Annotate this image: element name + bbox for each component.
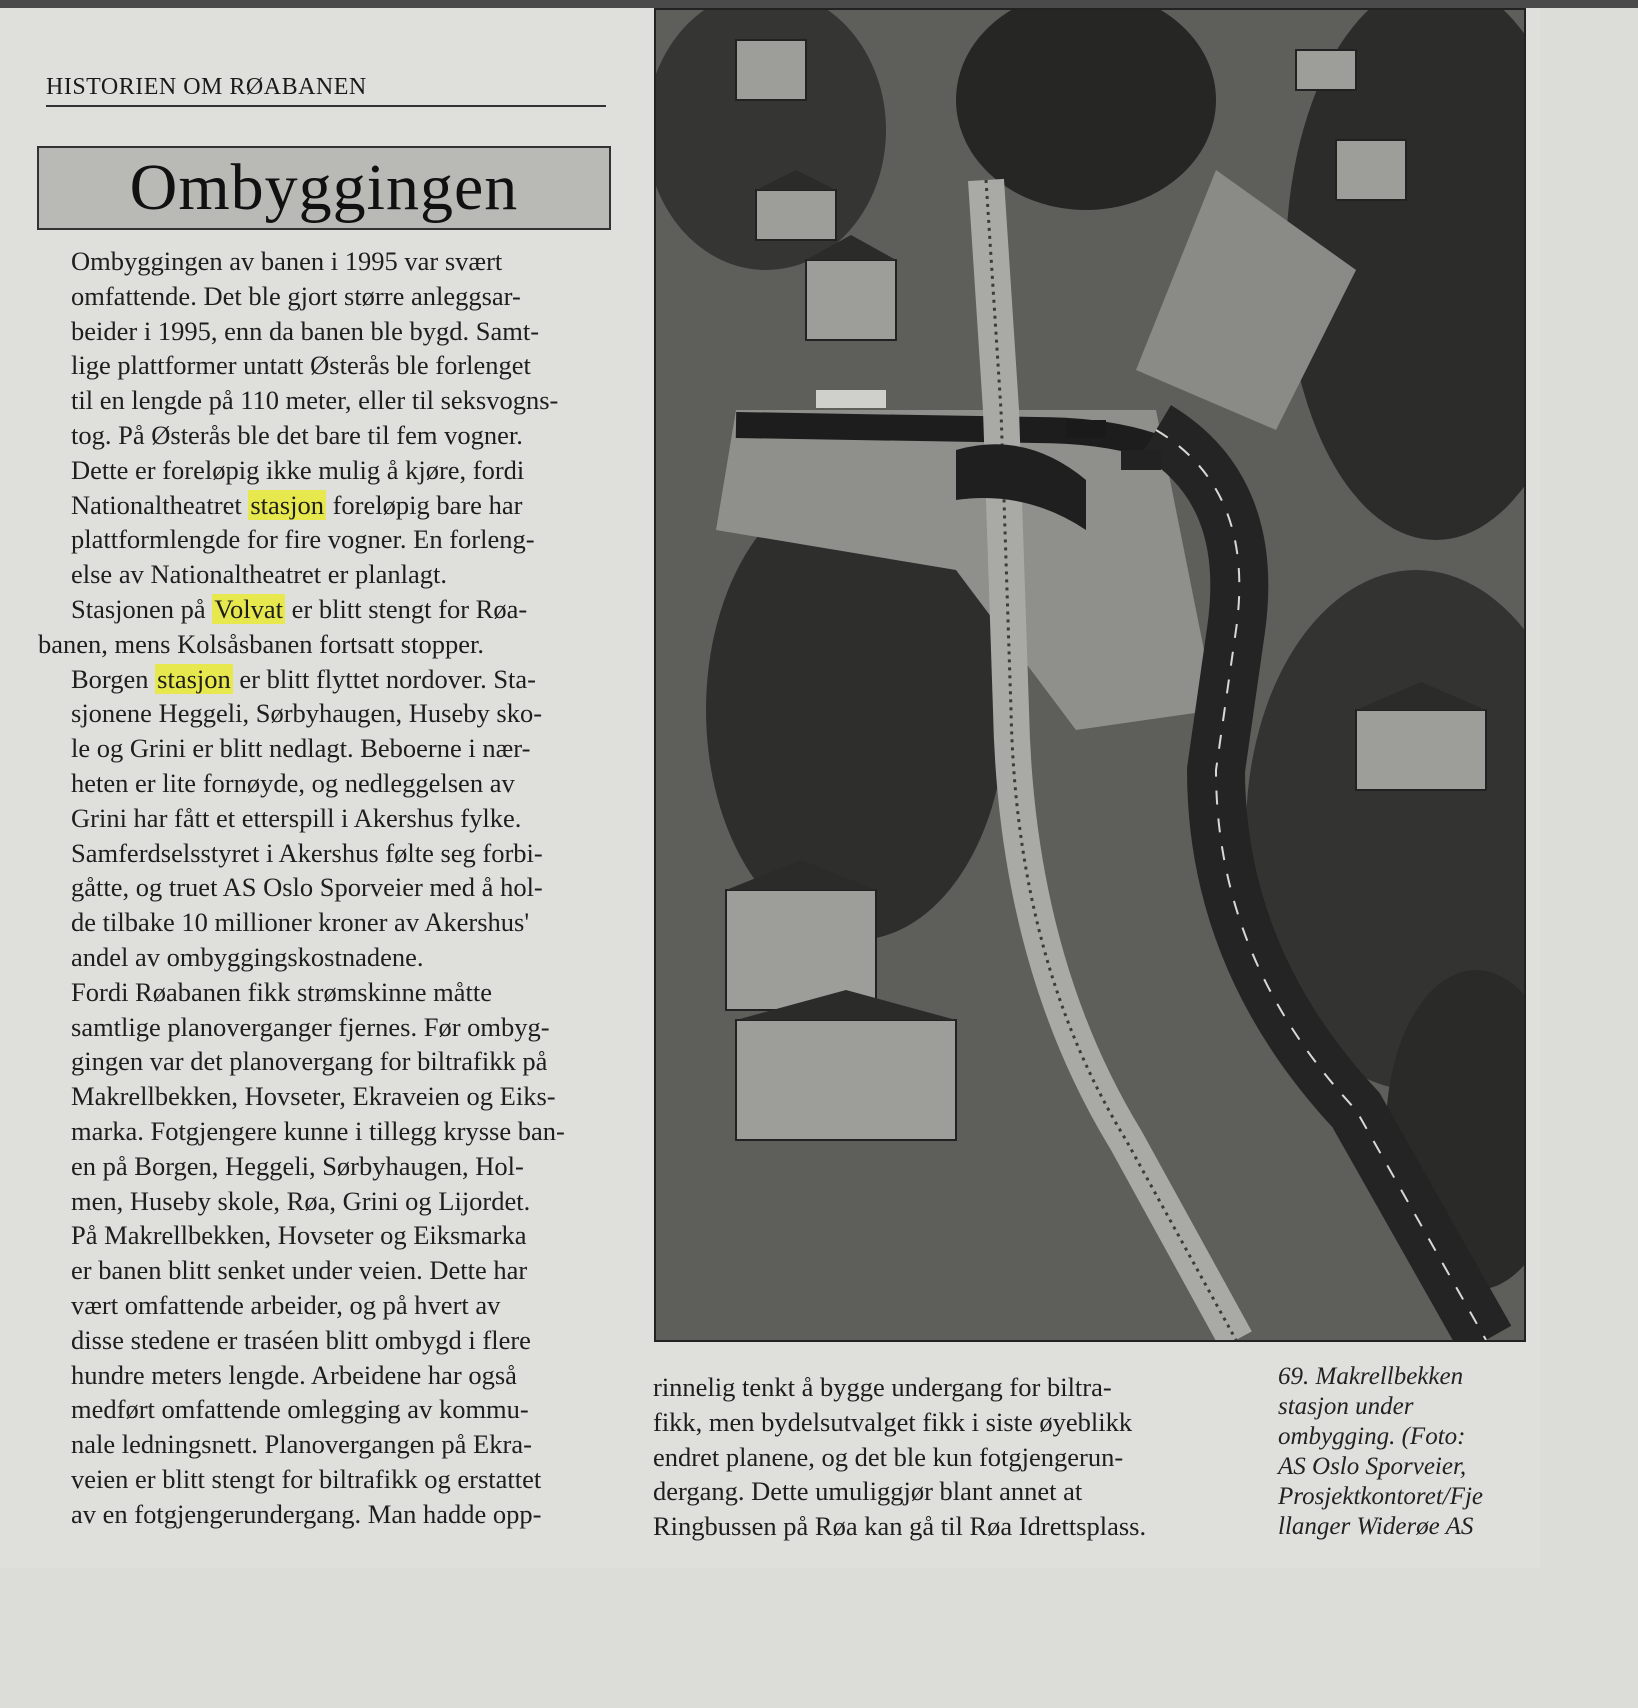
section-kicker: HISTORIEN OM RØABANEN: [46, 74, 606, 107]
paragraph-4: [38, 1218, 612, 1531]
text-line: tog. På Østerås ble det bare til fem vogner.: [71, 419, 523, 450]
paragraph-continued: [653, 1370, 1253, 1544]
text-line: er banen blitt senket under veien. Dette har: [71, 1255, 528, 1286]
text-line: På Makrellbekken, Hovseter og Eiksmarka: [71, 1220, 527, 1251]
text-line: en på Borgen, Heggeli, Sørbyhaugen, Hol-: [71, 1150, 524, 1181]
aerial-photo: [654, 8, 1526, 1342]
text-line: veien er blitt stengt for biltrafikk og erstattet: [71, 1463, 542, 1494]
text-line: medført omfattende omlegging av kommu-: [71, 1394, 529, 1425]
text-line: plattformlengde for fire vogner. En forleng-: [71, 524, 535, 555]
text-line: til en lengde på 110 meter, eller til seksvogns-: [71, 385, 559, 416]
text-line: gåtte, og truet AS Oslo Sporveier med å hol-: [71, 872, 543, 903]
text-line: vært omfattende arbeider, og på hvert av: [71, 1289, 501, 1320]
text-line: endret planene, og det ble kun fotgjengerun-: [653, 1441, 1124, 1472]
text-line: Ringbussen på Røa kan gå til Røa Idrettsplass.: [653, 1511, 1147, 1542]
highlighted-word: Volvat: [214, 593, 284, 624]
text-line: le og Grini er blitt nedlagt. Beboerne i nær-: [71, 733, 531, 764]
window-top-bar: [0, 0, 1638, 8]
paragraph-1: [38, 244, 612, 592]
text-line: Stasjonen på Volvat er blitt stengt for Røa-: [71, 593, 528, 624]
text-line: Samferdselsstyret i Akershus følte seg forbi-: [71, 837, 543, 868]
text-line: heten er lite fornøyde, og nedleggelsen av: [71, 767, 515, 798]
text-line: banen, mens Kolsåsbanen fortsatt stopper.: [38, 628, 484, 659]
page-title: Ombyggingen: [129, 151, 519, 224]
paragraph-2: [38, 592, 612, 975]
text-line: samtlige planoverganger fjernes. Før ombyg-: [71, 1011, 550, 1042]
caption-line: ombygging. (Foto:: [1278, 1423, 1466, 1450]
text-line: men, Huseby skole, Røa, Grini og Lijordet.: [71, 1185, 531, 1216]
photo-caption: [1278, 1362, 1538, 1542]
caption-line: stasjon under: [1278, 1393, 1414, 1420]
caption-line: 69. Makrellbekken: [1278, 1363, 1464, 1390]
article-column-middle: [653, 1370, 1253, 1544]
text-line: rinnelig tenkt å bygge undergang for biltra-: [653, 1372, 1112, 1402]
text-line: hundre meters lengde. Arbeidene har også: [71, 1359, 517, 1390]
title-box: [37, 146, 611, 230]
text-line: Fordi Røabanen fikk strømskinne måtte: [71, 976, 492, 1007]
text-line: omfattende. Det ble gjort større anleggsar-: [71, 280, 521, 311]
caption-line: AS Oslo Sporveier,: [1278, 1453, 1467, 1480]
text-line: disse stedene er traséen blitt ombygd i flere: [71, 1324, 531, 1355]
text-line: av en fotgjengerundergang. Man hadde opp-: [71, 1498, 542, 1529]
highlighted-word: stasjon: [250, 489, 324, 520]
highlighted-word: stasjon: [157, 663, 231, 694]
caption-line: llanger Widerøe AS: [1278, 1513, 1474, 1540]
text-line: nale ledningsnett. Planovergangen på Ekra-: [71, 1429, 532, 1460]
text-line: Grini har fått et etterspill i Akershus fylke.: [71, 802, 522, 833]
text-line: beider i 1995, enn da banen ble bygd. Samt-: [71, 315, 540, 346]
text-line: sjonene Heggeli, Sørbyhaugen, Huseby sko-: [71, 698, 543, 729]
paragraph-3: [38, 975, 612, 1219]
aerial-photo-illustration: [656, 10, 1524, 1340]
text-line: lige plattformer untatt Østerås ble forlenget: [71, 350, 531, 381]
article-column-left: [38, 244, 612, 1531]
text-line: marka. Fotgjengere kunne i tillegg krysse ban-: [71, 1115, 565, 1146]
text-line: else av Nationaltheatret er planlagt.: [71, 559, 447, 590]
caption-line: Prosjektkontoret/Fje: [1278, 1483, 1484, 1510]
text-line: Borgen stasjon er blitt flyttet nordover. Sta-: [71, 663, 537, 694]
text-line: dergang. Dette umuliggjør blant annet at: [653, 1476, 1083, 1507]
text-line: fikk, men bydelsutvalget fikk i siste øyeblikk: [653, 1406, 1133, 1437]
text-line: gingen var det planovergang for biltrafikk på: [71, 1046, 548, 1077]
text-line: Makrellbekken, Hovseter, Ekraveien og Eiks-: [71, 1081, 556, 1112]
text-line: Nationaltheatret stasjon foreløpig bare har: [71, 489, 523, 520]
text-line: Dette er foreløpig ikke mulig å kjøre, fordi: [71, 454, 525, 485]
text-line: andel av ombyggingskostnadene.: [71, 941, 424, 972]
text-line: de tilbake 10 millioner kroner av Akershus': [71, 907, 530, 938]
text-line: Ombyggingen av banen i 1995 var svært: [71, 246, 503, 276]
